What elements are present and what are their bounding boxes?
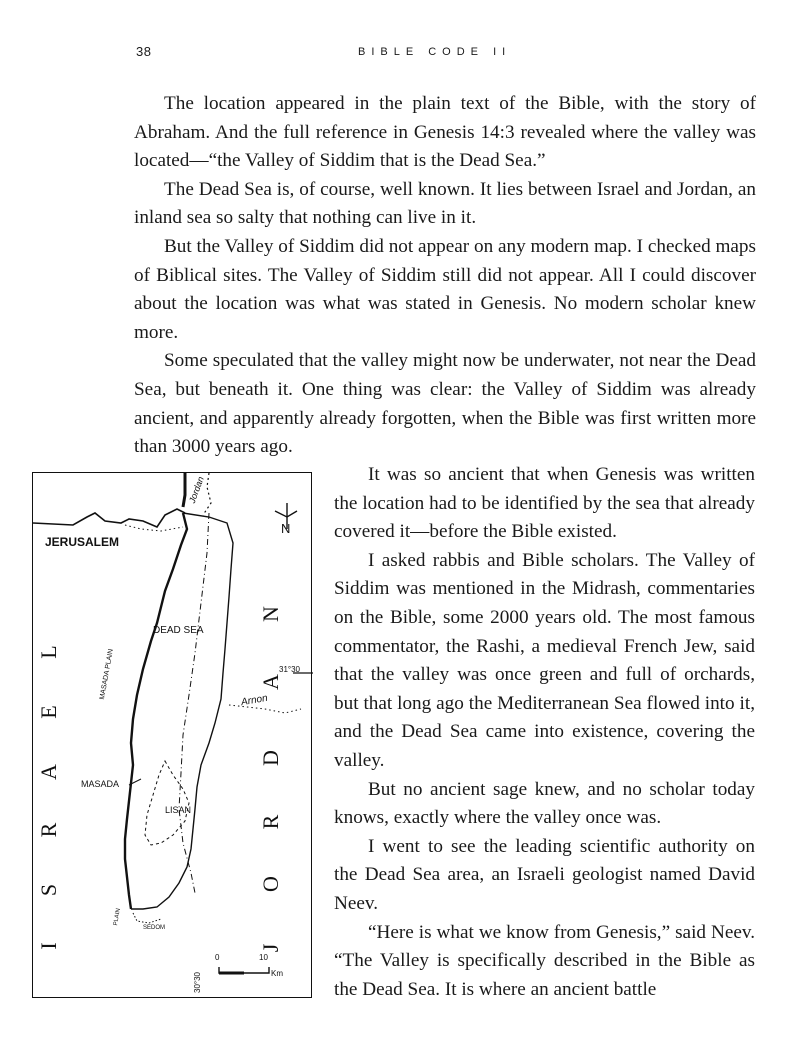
paragraph: “Here is what we know from Genesis,” said Neev. “The Valley is specifically described in the Bible as the Dead Sea. It is where an ancient battle	[334, 921, 755, 1000]
page-number: 38	[136, 44, 152, 59]
map-label-jerusalem: JERUSALEM	[45, 535, 120, 549]
paragraph: I asked rabbis and Bible scholars. The Valley of Siddim was mentioned in the Midrash, commentaries on the Bible, some 2000 years old. The most famous commentator, the Rashi, a medieval French Jew, said that the valley was once green and full of orchards, but that long ago the Mediterranean Sea flowed into it, and the Dead Sea came into existence, covering the valley.	[334, 549, 755, 771]
israel-letter: L	[36, 645, 61, 659]
body-text-right	[334, 461, 755, 1004]
israel-letter: E	[36, 705, 61, 719]
map-label-scale-unit: Km	[271, 969, 283, 978]
page-header	[0, 44, 800, 64]
israel-letter: I	[36, 942, 61, 950]
israel-letter: S	[36, 883, 61, 897]
map-drawing	[33, 473, 313, 999]
jordan-letter: O	[258, 876, 283, 892]
map-label-lat-lower: 30°30	[193, 972, 202, 993]
jordan-letter: D	[258, 750, 283, 766]
map-label-dead-sea: DEAD SEA	[153, 625, 204, 636]
paragraph: But no ancient sage knew, and no scholar today knows, exactly where the valley once was.	[334, 778, 755, 829]
map-label-masada-plain: MASADA PLAIN	[99, 648, 115, 701]
map-label-sedom-plain: PLAIN	[113, 907, 122, 927]
jordan-letter: R	[258, 814, 283, 830]
north-arrow-line	[275, 511, 297, 517]
jordan-letter: N	[258, 606, 283, 622]
map-label-scale-ten: 10	[259, 953, 268, 962]
paragraph: But the Valley of Siddim did not appear on any modern map. I checked maps of Biblical sites. The Valley of Siddim still did not appear. All I could discover about the location was what was stated in Genesis. No modern scholar knew more.	[134, 235, 756, 343]
paragraph: Some speculated that the valley might now be underwater, not near the Dead Sea, but beneath it. One thing was clear: the Valley of Siddim was already ancient, and apparently already forgotten, when the Bible was first written more than 3000 years ago.	[134, 350, 756, 458]
paragraph: I went to see the leading scientific authority on the Dead Sea area, an Israeli geologist named David Neev.	[334, 835, 755, 914]
israel-letter: R	[36, 822, 61, 838]
sedom-outline	[133, 913, 161, 923]
lisan-peninsula	[145, 761, 192, 845]
paragraph: The Dead Sea is, of course, well known. It lies between Israel and Jordan, an inland sea so salty that nothing can live in it.	[134, 178, 756, 229]
map-label-masada: MASADA	[81, 779, 120, 789]
dead-sea-map	[32, 472, 312, 998]
arnon-wadi	[229, 705, 301, 713]
map-label-lat-upper: 31°30	[279, 665, 300, 674]
dead-sea-east-shore	[131, 513, 233, 909]
dead-sea-west-shore	[125, 513, 187, 909]
map-label-jordan-river: Jordan	[187, 475, 206, 505]
paragraph: The location appeared in the plain text of the Bible, with the story of Abraham. And the full reference in Genesis 14:3 revealed where the valley was located—“the Valley of Siddim that is the Dead Sea.”	[134, 93, 756, 172]
north-arrow-symbol: N	[281, 521, 291, 536]
map-label-arnon: Arnon	[240, 692, 269, 709]
israel-letter: A	[36, 764, 61, 780]
jordan-river-line	[183, 473, 185, 507]
jordan-letter: A	[258, 674, 283, 690]
paragraph: It was so ancient that when Genesis was written the location had to be identified by the sea that already covered it—before the Bible existed.	[334, 464, 755, 543]
jordan-letter: J	[258, 943, 283, 953]
west-border-line	[33, 509, 185, 527]
running-head: BIBLE CODE II	[358, 46, 512, 58]
body-text-top	[134, 90, 756, 462]
border-dashdot-line	[179, 513, 209, 893]
map-label-sedom: SEDOM	[143, 925, 166, 931]
map-label-lisan: LISAN	[165, 805, 192, 815]
map-label-scale-zero: 0	[215, 953, 220, 962]
